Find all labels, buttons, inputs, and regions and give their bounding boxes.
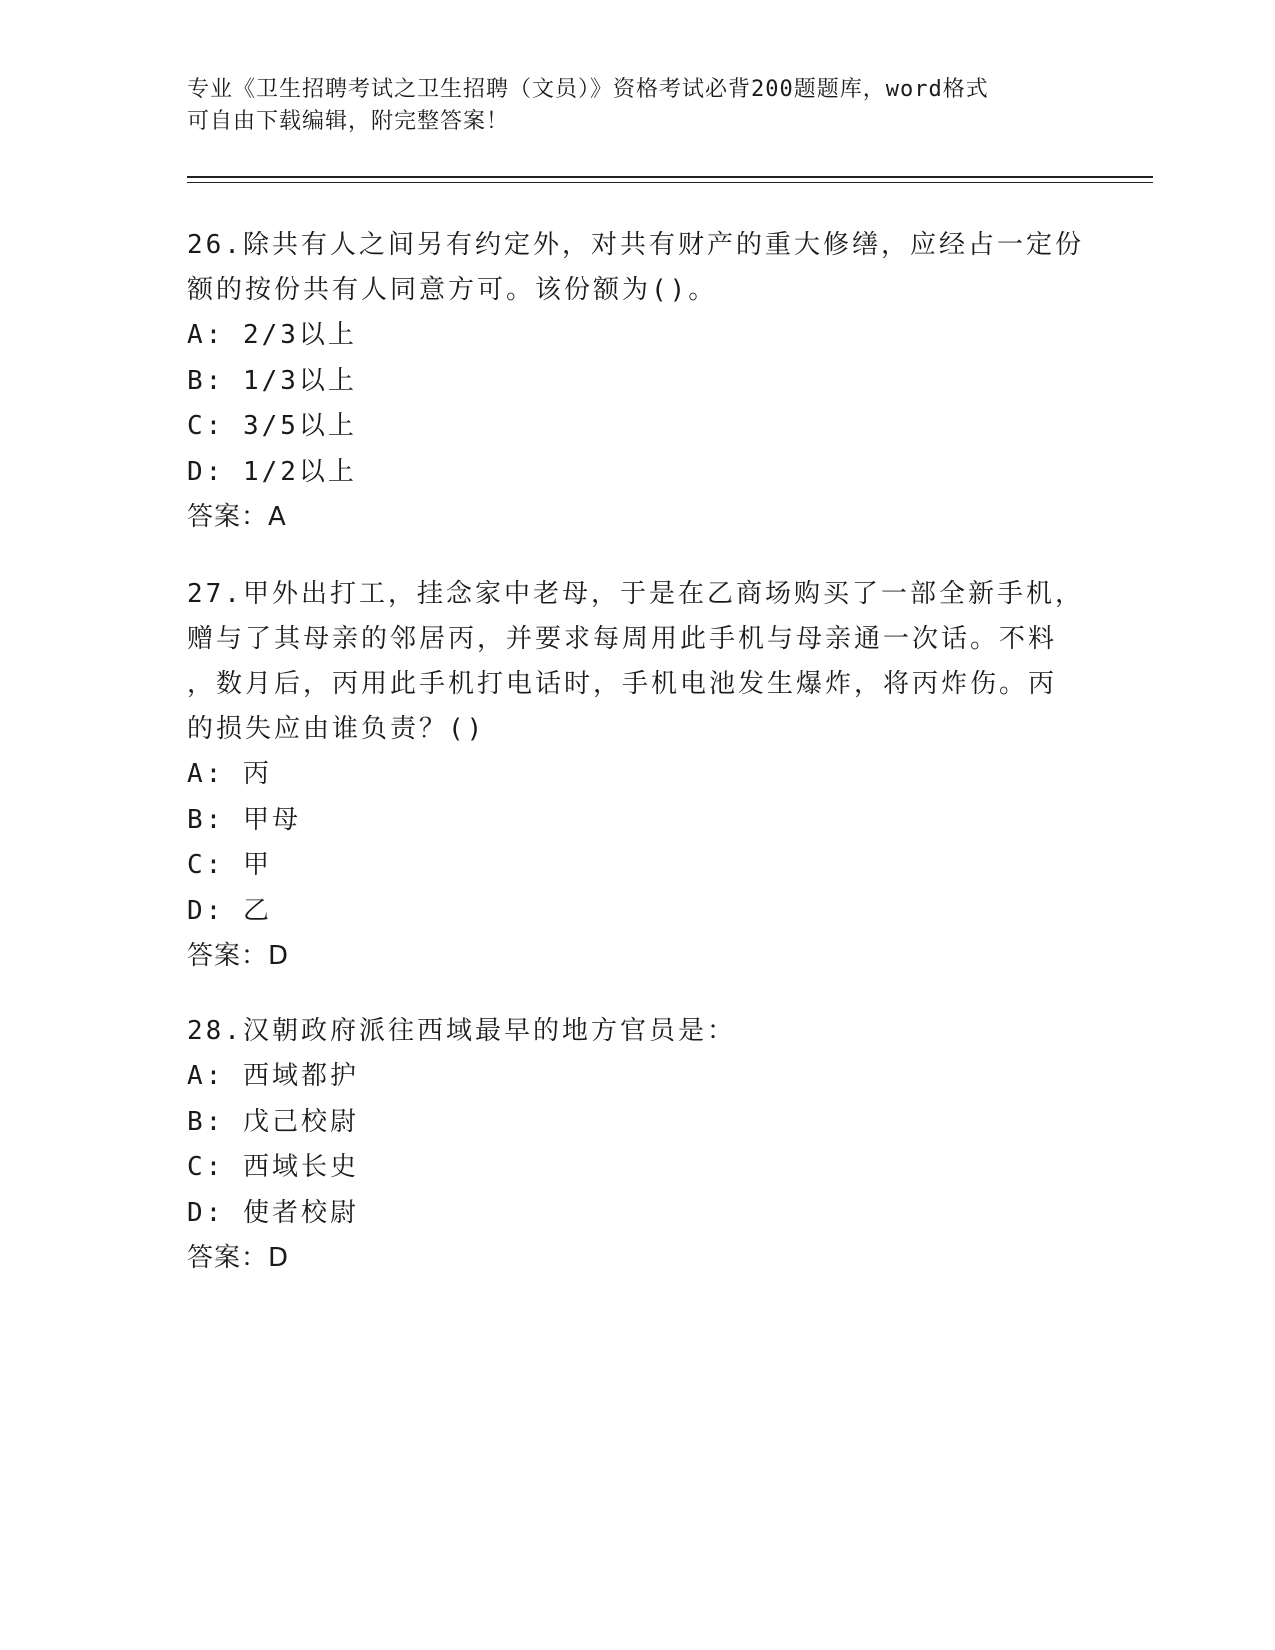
- answer-line: 答案：A: [187, 502, 287, 532]
- option-b: B: 1/3以上: [187, 365, 357, 396]
- question-stem-line: ，数月后，丙用此手机打电话时，手机电池发生爆炸，将丙炸伤。丙: [187, 669, 1058, 699]
- header-line-2: 可自由下载编辑，附完整答案！: [187, 109, 510, 134]
- option-b: B: 甲母: [187, 804, 301, 835]
- option-d: D: 使者校尉: [187, 1197, 359, 1228]
- header-divider-thick: [187, 176, 1153, 178]
- option-a: A: 西域都护: [187, 1061, 359, 1091]
- document-header: [187, 74, 1067, 138]
- option-d: D: 1/2以上: [187, 456, 357, 487]
- option-c: C: 3/5以上: [187, 411, 357, 441]
- option-c: C: 甲: [187, 850, 272, 880]
- header-divider-thin: [187, 182, 1153, 183]
- question-26: [187, 223, 1087, 540]
- question-stem-line: 27.甲外出打工，挂念家中老母，于是在乙商场购买了一部全新手机，: [187, 579, 1084, 609]
- header-line-1: 专业《卫生招聘考试之卫生招聘（文员）》资格考试必背200题题库，word格式: [187, 77, 989, 102]
- option-b: B: 戊己校尉: [187, 1106, 359, 1137]
- option-d: D: 乙: [187, 895, 272, 926]
- answer-line: 答案：D: [187, 941, 290, 971]
- question-stem-line: 28.汉朝政府派往西域最早的地方官员是：: [187, 1016, 736, 1046]
- option-a: A: 丙: [187, 759, 272, 789]
- question-stem-line: 额的按份共有人同意方可。该份额为()。: [187, 275, 718, 305]
- question-27: [187, 572, 1087, 979]
- question-stem-line: 的损失应由谁负责？(): [187, 714, 486, 744]
- answer-line: 答案：D: [187, 1243, 290, 1273]
- option-a: A: 2/3以上: [187, 320, 357, 350]
- question-stem-line: 26.除共有人之间另有约定外，对共有财产的重大修缮，应经占一定份: [187, 230, 1084, 260]
- question-stem-line: 赠与了其母亲的邻居丙，并要求每周用此手机与母亲通一次话。不料: [187, 624, 1058, 654]
- question-28: [187, 1009, 1087, 1281]
- option-c: C: 西域长史: [187, 1152, 359, 1182]
